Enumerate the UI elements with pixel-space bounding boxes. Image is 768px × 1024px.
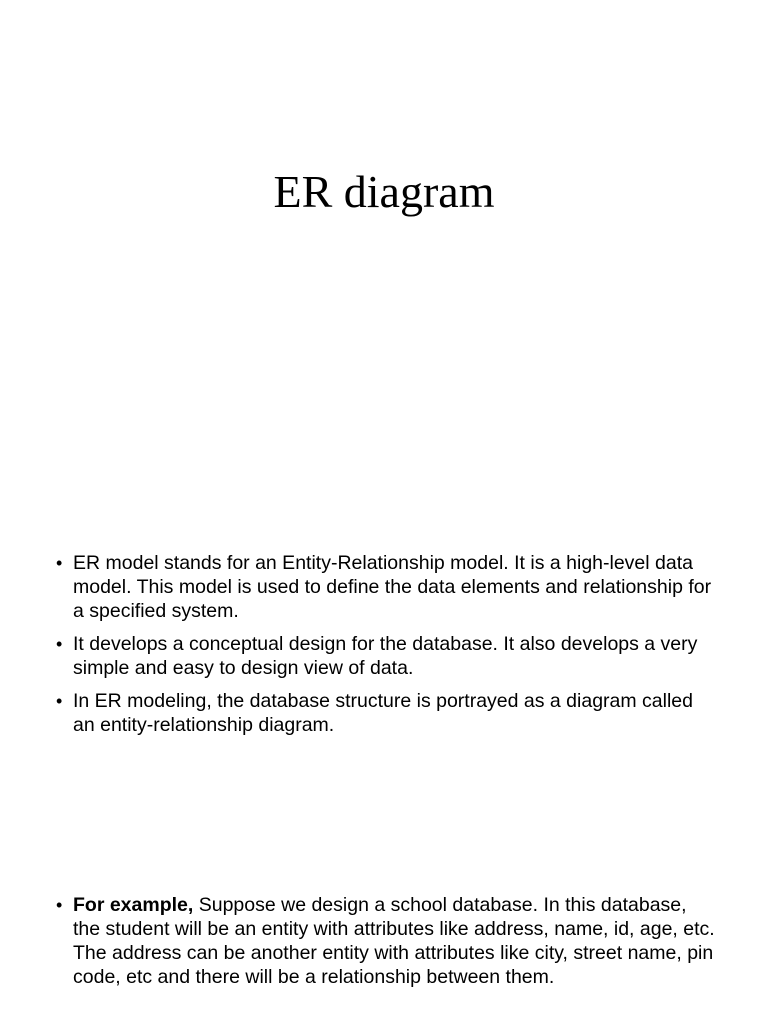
bullet-item xyxy=(56,893,716,989)
bullet-icon: • xyxy=(56,691,63,711)
bullet-item xyxy=(56,632,716,680)
bullet-icon: • xyxy=(56,895,63,915)
bullet-item xyxy=(56,551,716,623)
bullet-text: ER model stands for an Entity-Relationship model. It is a high-level data model. This model is used to define the data elements and relationship for a specified system. xyxy=(73,552,712,622)
slide-title: ER diagram xyxy=(273,166,495,217)
bullet-icon: • xyxy=(56,634,63,654)
bullet-list-intro xyxy=(56,551,716,746)
bullet-text: In ER modeling, the database structure is portrayed as a diagram called an entity-relationship diagram. xyxy=(73,690,694,736)
bullet-icon: • xyxy=(56,553,63,573)
example-lead-text: For example, xyxy=(73,894,194,916)
bullet-text: It develops a conceptual design for the database. It also develops a very simple and easy to design view of data. xyxy=(73,633,698,679)
bullet-item xyxy=(56,689,716,737)
bullet-list-example xyxy=(56,893,716,998)
bullet-text: Suppose we design a school database. In this database, the student will be an entity with attributes like address, name, id, age, etc. The address can be another entity with attributes like city, street name, pin code, etc and there will be a relationship between them. xyxy=(73,894,715,988)
